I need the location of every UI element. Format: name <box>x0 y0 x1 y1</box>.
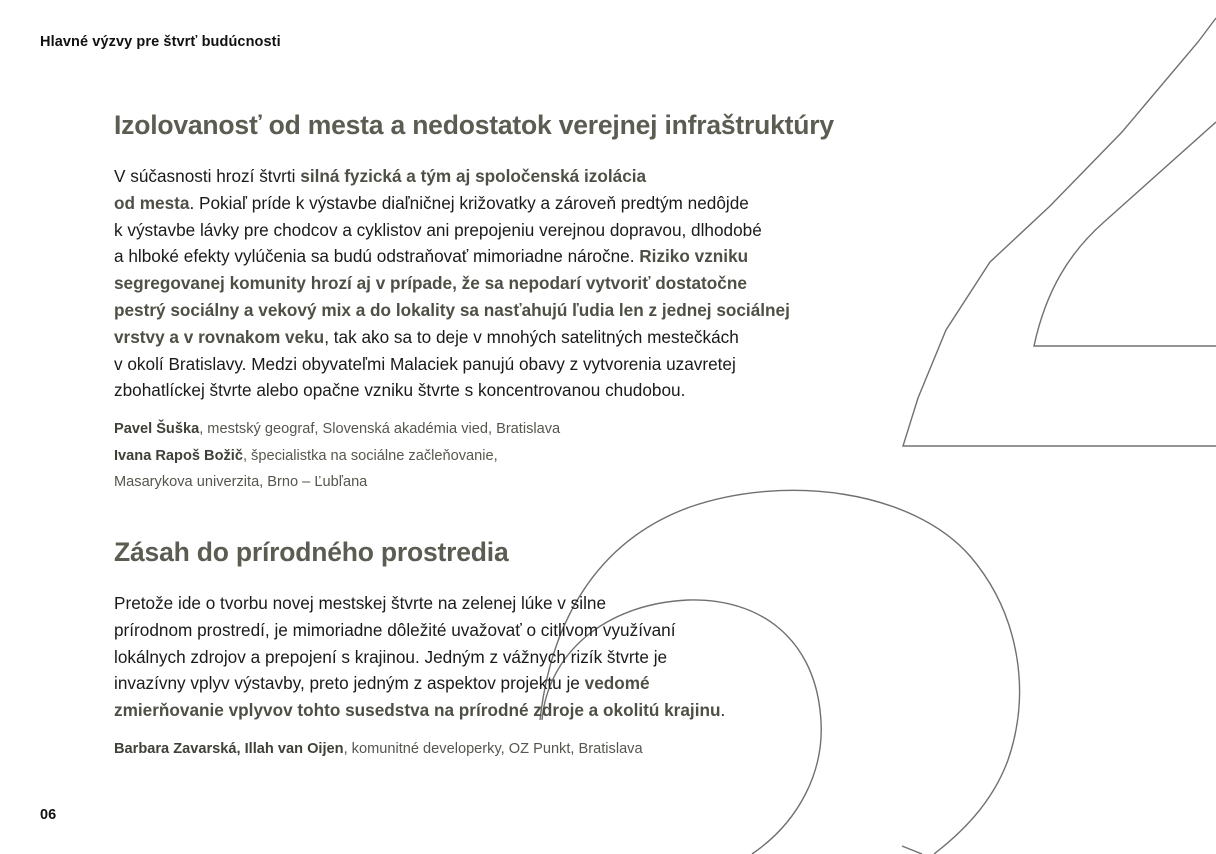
author-role: , komunitné developerky, OZ Punkt, Bratislava <box>343 740 643 757</box>
section-title: Izolovanosť od mesta a nedostatok verejnej infraštruktúry <box>114 110 834 140</box>
text-run: , tak ako sa to deje v mnohých satelitných mestečkách v okolí Bratislavy. Medzi obyvateľmi Malaciek panujú obavy z vytvorenia uzavretej zbohatlíckej štvrte alebo opačne vzniku štvrte s koncentrovanou chudobou. <box>114 326 739 401</box>
running-header: Hlavné výzvy pre štvrť budúcnosti <box>40 34 281 50</box>
text-run-bold: Riziko vzniku segregovanej komunity hrozí aj v prípade, že sa nepodarí vytvoriť dostatočne pestrý sociálny a vekový mix a do lokality sa nasťahujú ľudia len z jednej sociálnej vrstvy a v rovnakom veku <box>114 246 790 347</box>
author-name: Pavel Šuška <box>114 421 200 438</box>
section-isolation <box>114 110 874 496</box>
text-run: Pretože ide o tvorbu novej mestskej štvrte na zelenej lúke v silne prírodnom prostredí, je mimoriadne dôležité uvažovať o citlivom využívaní lokálnych zdrojov a prepojení s krajinou. Jedným z vážnych rizík štvrte je invazívny vplyv výstavby, preto jedným z aspektov projektu je <box>114 593 676 694</box>
page-number: 06 <box>40 807 57 823</box>
author-credits <box>114 416 874 496</box>
author-credits <box>114 736 874 763</box>
text-run-bold: silná fyzická a tým aj spoločenská izolácia od mesta <box>114 166 647 213</box>
section-title: Zásah do prírodného prostredia <box>114 537 509 567</box>
author-name: Ivana Rapoš Božič <box>114 447 243 464</box>
text-run: . <box>720 700 726 721</box>
section-paragraph <box>114 590 874 724</box>
author-role: , mestský geograf, Slovenská akadémia vied, Bratislava <box>199 421 561 438</box>
text-run: V súčasnosti hrozí štvrti <box>114 166 301 186</box>
section-paragraph <box>114 163 874 404</box>
author-name: Barbara Zavarská, Illah van Oijen <box>114 740 344 757</box>
text-run-bold: vedomé zmierňovanie vplyvov tohto susedstva na prírodné zdroje a okolitú krajinu <box>114 673 721 721</box>
author-role: , špecialistka na sociálne začleňovanie, Masarykova univerzita, Brno – Ľubľana <box>114 447 498 491</box>
section-nature <box>114 537 874 762</box>
text-run: . Pokiaľ príde k výstavbe diaľničnej križovatky a zároveň predtým nedôjde k výstavbe lávky pre chodcov a cyklistov ani prepojeniu verejnou dopravou, dlhodobé a hlboké efekty vylúčenia sa budú odstraňovať mimoriadne náročne. <box>114 192 762 267</box>
